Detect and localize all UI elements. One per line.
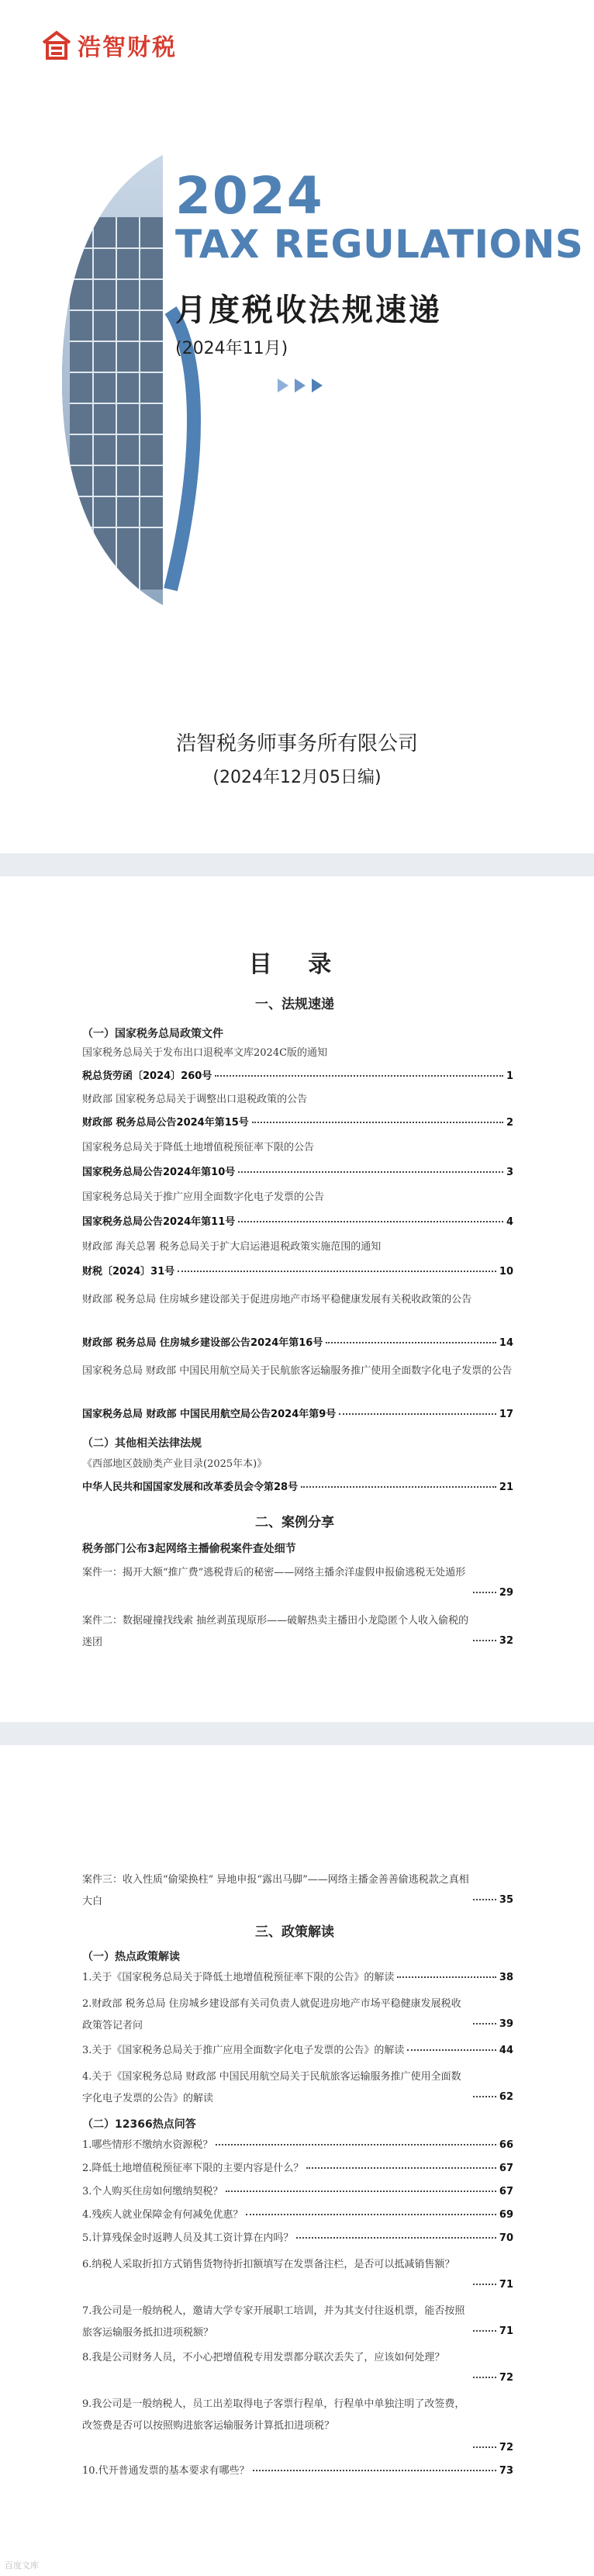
decorative-arrows (278, 379, 323, 392)
toc-entry[interactable]: 财政部 税务总局公告2024年第15号 2 (82, 1117, 513, 1129)
toc-entry[interactable]: 2.降低土地增值税预征率下限的主要内容是什么？ 67 (82, 2163, 513, 2174)
toc-page-number[interactable]: 39 (470, 2017, 513, 2032)
toc-entry[interactable]: 国家税务总局公告2024年第10号 3 (82, 1167, 513, 1178)
cover-title-cn: 月度税收法规速递 (175, 292, 442, 328)
toc-page-number[interactable]: 72 (470, 2440, 513, 2456)
toc-desc: 案件一：揭开大额“推广费”逃税背后的秘密——网络主播余洋虚假申报偷逃税无处遁形 (82, 1567, 466, 1578)
subsection-title: （二）12366热点问答 (82, 2118, 196, 2131)
arrow-right-icon (278, 379, 288, 392)
house-logo-icon (40, 29, 73, 61)
toc-desc: 财政部 海关总署 税务总局关于扩大启运港退税政策实施范围的通知 (82, 1241, 382, 1253)
arrow-right-icon (295, 379, 306, 392)
section-title: 一、法规速递 (255, 997, 334, 1012)
toc-entry[interactable]: 3.个人购买住房如何缴纳契税？ 67 (82, 2186, 513, 2197)
toc-entry[interactable]: 国家税务总局 财政部 中国民用航空局公告2024年第9号 17 (82, 1409, 513, 1420)
toc-page-number[interactable]: 62 (470, 2090, 513, 2105)
section-title: 三、政策解读 (255, 1924, 334, 1940)
toc-entry[interactable]: 10.代开普通发票的基本要求有哪些？ 73 (82, 2465, 513, 2477)
toc-entry[interactable]: 3.关于《国家税务总局关于推广应用全面数字化电子发票的公告》的解读 44 (82, 2045, 513, 2056)
cover-year: 2024 (175, 166, 324, 226)
toc-desc: 国家税务总局关于降低土地增值税预征率下限的公告 (82, 1142, 315, 1153)
toc-entry[interactable]: 中华人民共和国国家发展和改革委员会令第28号 21 (82, 1482, 513, 1493)
toc-desc: 4.关于《国家税务总局 财政部 中国民用航空局关于民航旅客运输服务推广使用全面数字化电子发票的公告》的解读 (82, 2071, 461, 2104)
case-heading: 税务部门公布3起网络主播偷税案件查处细节 (82, 1543, 296, 1555)
toc-desc: 9.我公司是一般纳税人，员工出差取得电子客票行程单，行程单中单独注明了改签费，改签费是否可以按照购进旅客运输服务计算抵扣进项税？ (82, 2398, 465, 2432)
toc-desc: 8.我是公司财务人员，不小心把增值税专用发票都分联次丢失了，应该如何处理？ (82, 2352, 445, 2363)
arrow-right-icon (312, 379, 323, 392)
toc-desc: 案件三：收入性质“偷梁换柱” 异地申报“露出马脚”——网络主播金善善偷逃税款之真相大白 (82, 1874, 469, 1907)
cover-period: (2024年11月) (175, 339, 288, 358)
toc-entry[interactable]: 5.计算残保金时返聘人员及其工资计算在内吗？ 70 (82, 2232, 513, 2244)
toc-desc: 国家税务总局关于发布出口退税率文库2024C版的通知 (82, 1047, 328, 1059)
toc-desc: 案件二：数据碰撞找线索 抽丝剥茧现原形——破解热卖主播田小龙隐匿个人收入偷税的迷团 (82, 1615, 469, 1648)
subsection-title: （一）国家税务总局政策文件 (82, 1028, 223, 1040)
toc-heading: 目 录 (248, 951, 346, 978)
toc-desc: 2.财政部 税务总局 住房城乡建设部有关司负责人就促进房地产市场平稳健康发展税收政策答记者问 (82, 1998, 461, 2031)
toc-entry[interactable]: 1.哪些情形不缴纳水资源税？ 66 (82, 2139, 513, 2151)
cover-page (0, 0, 594, 853)
toc-page-number[interactable]: 29 (470, 1585, 513, 1601)
toc-entry[interactable]: 财税〔2024〕31号 10 (82, 1266, 513, 1278)
section-title: 二、案例分享 (255, 1515, 334, 1530)
toc-desc: 财政部 国家税务总局关于调整出口退税政策的公告 (82, 1094, 308, 1105)
toc-page-number[interactable]: 35 (470, 1893, 513, 1908)
toc-desc: 国家税务总局关于推广应用全面数字化电子发票的公告 (82, 1191, 325, 1203)
logo-text: 浩智财税 (78, 34, 177, 61)
toc-desc: 财政部 税务总局 住房城乡建设部关于促进房地产市场平稳健康发展有关税收政策的公告 (82, 1294, 472, 1305)
toc-page-number[interactable]: 32 (470, 1634, 513, 1649)
toc-page-2 (0, 1745, 594, 2576)
watermark: 百度文库 (5, 2560, 39, 2571)
toc-page-number[interactable]: 71 (470, 2324, 513, 2339)
toc-desc: 7.我公司是一般纳税人，邀请大学专家开展职工培训，并为其支付往返机票，能否按照旅客运输服务抵扣进项税额？ (82, 2305, 465, 2339)
toc-page-1 (0, 877, 594, 1722)
compile-date: (2024年12月05日编) (212, 768, 382, 787)
toc-page-number[interactable]: 71 (470, 2277, 513, 2293)
toc-entry[interactable]: 国家税务总局公告2024年第11号 4 (82, 1216, 513, 1228)
toc-page-number[interactable]: 72 (470, 2370, 513, 2386)
toc-entry[interactable]: 4.残疾人就业保障金有何减免优惠？ 69 (82, 2209, 513, 2221)
cover-title-en: TAX REGULATIONS (175, 222, 584, 267)
firm-name: 浩智税务师事务所有限公司 (175, 732, 418, 756)
subsection-title: （二）其他相关法律法规 (82, 1437, 202, 1450)
toc-entry[interactable]: 财政部 税务总局 住房城乡建设部公告2024年第16号 14 (82, 1337, 513, 1349)
brand-logo (40, 28, 177, 62)
toc-entry[interactable]: 1.关于《国家税务总局关于降低土地增值税预征率下限的公告》的解读 38 (82, 1972, 513, 1983)
toc-desc: 6.纳税人采取折扣方式销售货物待折扣额填写在发票备注栏，是否可以抵减销售额？ (82, 2259, 455, 2270)
toc-desc: 国家税务总局 财政部 中国民用航空局关于民航旅客运输服务推广使用全面数字化电子发票的公告 (82, 1365, 513, 1377)
toc-entry[interactable]: 税总货劳函〔2024〕260号 1 (82, 1070, 513, 1082)
subsection-title: （一）热点政策解读 (82, 1951, 180, 1963)
toc-desc: 《西部地区鼓励类产业目录(2025年本)》 (82, 1458, 268, 1470)
